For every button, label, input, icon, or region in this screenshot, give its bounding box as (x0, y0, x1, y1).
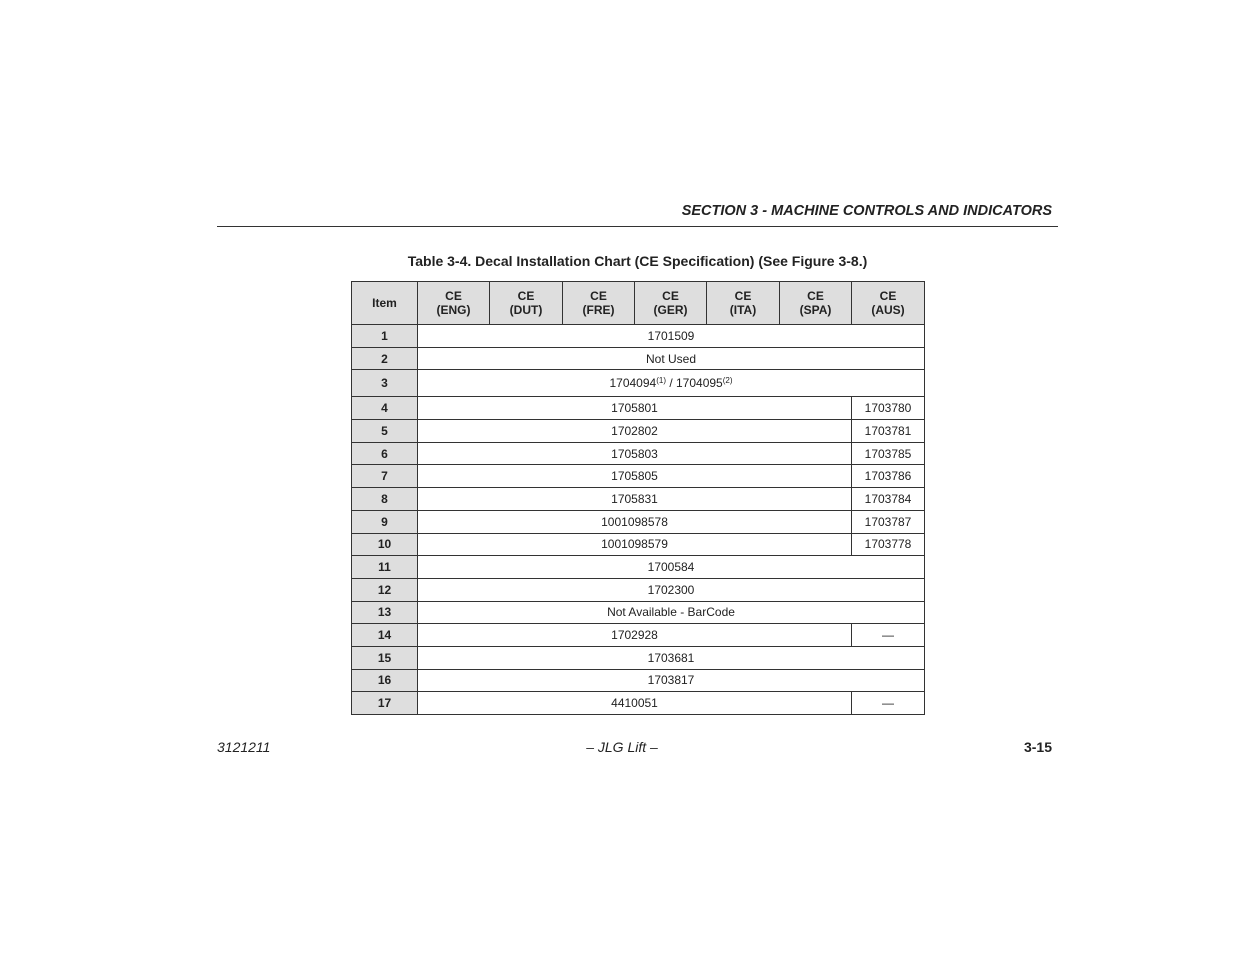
part-number-aus: 1703781 (852, 420, 925, 443)
footer-brand: – JLG Lift – (586, 739, 658, 755)
part-number-a: 1704094 (609, 376, 657, 391)
part-number-b: 1704095 (676, 376, 723, 391)
table-row (352, 669, 925, 692)
part-number: Not Used (418, 347, 925, 370)
table-row (352, 370, 925, 397)
item-number: 2 (352, 347, 418, 370)
table-row (352, 510, 925, 533)
item-number: 4 (352, 397, 418, 420)
table-row (352, 692, 925, 715)
item-number: 16 (352, 669, 418, 692)
table-row (352, 397, 925, 420)
part-number: 1701509 (418, 325, 925, 348)
part-number: 1703681 (418, 646, 925, 669)
page-number: 3-15 (1023, 739, 1052, 755)
part-number-aus: 1703786 (852, 465, 925, 488)
table-title: Table 3-4. Decal Installation Chart (CE Specification) (See Figure 3-8.) (407, 253, 868, 269)
document-number: 3121211 (217, 739, 271, 755)
part-number: Not Available - BarCode (418, 601, 925, 624)
part-number: 1702928 (418, 624, 852, 647)
item-number: 11 (352, 556, 418, 579)
footnote-ref-2: (2) (722, 376, 733, 386)
part-number: 4410051 (418, 692, 852, 715)
header-ce-ita: CE (ITA) (707, 282, 780, 325)
item-number: 9 (352, 510, 418, 533)
part-number-aus: — (852, 624, 925, 647)
item-number: 5 (352, 420, 418, 443)
header-ce-aus: CE (AUS) (852, 282, 925, 325)
part-number: 1702802 (418, 420, 852, 443)
header-ce-ger: CE (GER) (635, 282, 707, 325)
table-row (352, 347, 925, 370)
header-ce-eng: CE (ENG) (418, 282, 490, 325)
footnote-ref-1: (1) (656, 376, 666, 386)
item-number: 13 (352, 601, 418, 624)
table-row (352, 465, 925, 488)
item-number: 15 (352, 646, 418, 669)
part-number: 1001098579 (418, 533, 852, 556)
table-header-row (352, 282, 925, 325)
item-number: 14 (352, 624, 418, 647)
header-ce-dut: CE (DUT) (490, 282, 563, 325)
table-row (352, 442, 925, 465)
item-number: 1 (352, 325, 418, 348)
part-number-aus: 1703785 (852, 442, 925, 465)
part-number: 1705805 (418, 465, 852, 488)
section-title: SECTION 3 - MACHINE CONTROLS AND INDICATORS (681, 203, 1052, 219)
part-number-aus: 1703780 (852, 397, 925, 420)
table-row (352, 624, 925, 647)
part-separator: / (665, 376, 676, 391)
table-row (352, 488, 925, 511)
table-row (352, 556, 925, 579)
part-number: 1700584 (418, 556, 925, 579)
table-row (352, 601, 925, 624)
part-number: 1703817 (418, 669, 925, 692)
part-number: 1705803 (418, 442, 852, 465)
item-number: 10 (352, 533, 418, 556)
part-number-aus: — (852, 692, 925, 715)
part-number: 1705831 (418, 488, 852, 511)
part-number-aus: 1703787 (852, 510, 925, 533)
table-row (352, 420, 925, 443)
header-ce-fre: CE (FRE) (563, 282, 635, 325)
item-number: 3 (352, 370, 418, 397)
part-number (418, 370, 925, 397)
table-row (352, 578, 925, 601)
item-number: 8 (352, 488, 418, 511)
part-number-aus: 1703784 (852, 488, 925, 511)
section-header (217, 201, 1058, 227)
part-number: 1702300 (418, 578, 925, 601)
table-row (352, 533, 925, 556)
decal-installation-table (351, 281, 925, 715)
item-number: 7 (352, 465, 418, 488)
item-number: 6 (352, 442, 418, 465)
part-number-aus: 1703778 (852, 533, 925, 556)
header-item: Item (352, 282, 418, 325)
part-number: 1001098578 (418, 510, 852, 533)
header-ce-spa: CE (SPA) (780, 282, 852, 325)
part-number: 1705801 (418, 397, 852, 420)
item-number: 12 (352, 578, 418, 601)
item-number: 17 (352, 692, 418, 715)
table-row (352, 325, 925, 348)
table-row (352, 646, 925, 669)
